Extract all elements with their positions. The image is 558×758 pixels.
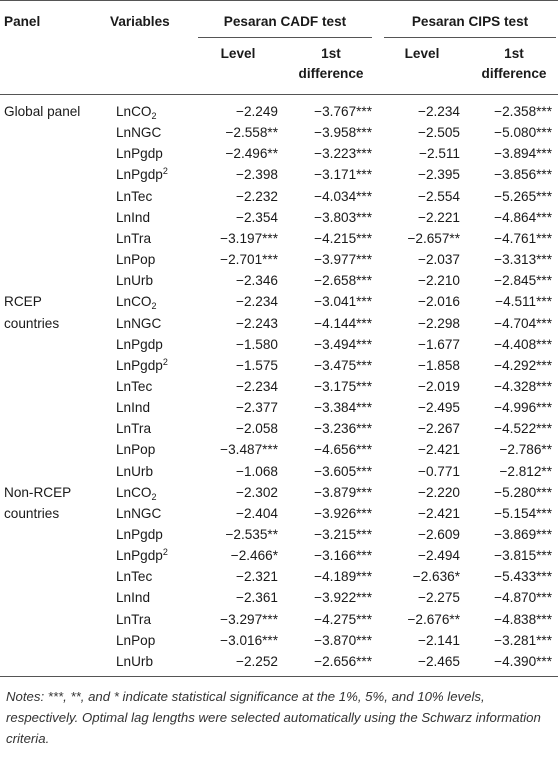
cell-cips-diff: −4.870*** [494, 590, 552, 606]
panel-label: countries [4, 505, 60, 521]
variable-name [116, 379, 152, 395]
cell-cips-diff: −4.292*** [494, 357, 552, 373]
variable-base: LnNGC [116, 125, 162, 141]
variable-base: LnInd [116, 400, 151, 416]
variable-name [116, 654, 153, 670]
variable-name [116, 294, 157, 310]
variable-name [116, 464, 153, 480]
cell-cadf-level: −2.398 [236, 167, 278, 183]
variable-base: LnUrb [116, 653, 154, 669]
cell-cadf-diff: −4.275*** [314, 611, 372, 627]
header-cips-diff-1: 1st [504, 46, 524, 61]
cell-cips-diff: −5.433*** [494, 569, 552, 585]
cell-cadf-level: −2.234 [236, 378, 278, 394]
variable-name [116, 189, 152, 205]
cell-cadf-level: −2.252 [236, 653, 278, 669]
header-cadf-diff-1: 1st [321, 46, 341, 61]
cell-cips-diff: −3.869*** [494, 527, 552, 542]
cell-cips-level: −2.636* [412, 569, 460, 585]
cell-cadf-level: −3.197*** [220, 230, 278, 246]
cell-cips-level: −2.421 [418, 505, 460, 521]
cell-cips-diff: −5.265*** [494, 188, 552, 204]
cell-cips-diff: −4.408*** [494, 336, 552, 352]
variable-base: LnPop [116, 252, 156, 268]
cell-cadf-diff: −3.166*** [314, 548, 372, 564]
cell-cips-diff: −3.313*** [494, 252, 552, 268]
variable-name [116, 442, 155, 458]
variable-base: LnInd [116, 590, 151, 606]
cell-cips-level: −2.037 [418, 252, 460, 268]
cell-cadf-level: −2.404 [236, 505, 278, 521]
cell-cips-level: −2.395 [418, 167, 460, 183]
variable-base: LnPgdp [116, 527, 163, 542]
cell-cips-level: −1.858 [418, 357, 460, 373]
cell-cadf-level: −1.068 [236, 463, 278, 479]
variable-name [116, 273, 153, 289]
cell-cips-diff: −4.838*** [494, 611, 552, 627]
cell-cadf-diff: −3.879*** [314, 484, 372, 500]
cell-cips-level: −2.511 [419, 146, 460, 162]
bottom-rule [0, 676, 558, 677]
variable-base: LnTec [116, 378, 153, 394]
variable-name [116, 337, 163, 353]
cell-cadf-diff: −4.656*** [314, 442, 372, 458]
cell-cadf-diff: −3.494*** [314, 336, 372, 352]
variable-base: LnTec [116, 188, 153, 204]
cell-cips-diff: −4.996*** [494, 400, 552, 416]
variable-name [116, 125, 161, 141]
cell-cadf-diff: −3.384*** [314, 400, 372, 416]
cadf-subrule [198, 37, 372, 38]
variable-base: LnPgdp [116, 357, 163, 373]
cell-cips-level: −1.677 [418, 336, 460, 352]
cell-cips-diff: −4.704*** [494, 315, 552, 331]
cell-cadf-level: −2.346 [236, 273, 278, 289]
cell-cips-level: −2.141 [418, 632, 460, 648]
header-bottom-rule [0, 94, 558, 95]
variable-name [116, 146, 163, 162]
variable-name [116, 612, 151, 628]
variable-name [116, 421, 151, 437]
cell-cadf-diff: −3.475*** [314, 357, 372, 373]
variable-name [116, 210, 150, 226]
cell-cips-level: −2.609 [418, 527, 460, 542]
cell-cips-level: −2.494 [418, 548, 460, 564]
cell-cips-diff: −2.845*** [494, 273, 552, 289]
cell-cips-diff: −3.856*** [494, 167, 552, 183]
cell-cips-diff: −5.280*** [494, 484, 552, 500]
variable-name [116, 316, 161, 332]
cell-cips-diff: −2.812** [499, 463, 552, 479]
variable-base: LnCO [116, 294, 152, 310]
cell-cips-level: −2.505 [418, 125, 460, 141]
variable-base: LnPgdp [116, 548, 163, 564]
cell-cips-level: −2.676** [407, 611, 460, 627]
cell-cadf-level: −2.496** [225, 146, 278, 162]
cell-cips-level: −2.267 [418, 421, 460, 437]
variable-name [116, 358, 168, 374]
cell-cadf-level: −2.058 [236, 421, 278, 437]
cell-cadf-level: −2.249 [236, 104, 278, 119]
cell-cadf-level: −2.377 [236, 400, 278, 416]
variable-subscript: 2 [151, 491, 157, 502]
cell-cadf-level: −2.361 [236, 590, 278, 606]
header-cips-level: Level [404, 46, 440, 61]
header-cips: Pesaran CIPS test [411, 14, 529, 29]
cell-cadf-level: −2.302 [236, 484, 278, 500]
table-notes: Notes: ***, **, and * indicate statistical significance at the 1%, 5%, and 10% levels, respectively. Optimal lag lengths were selected automatically using the Schwarz information criteria. [6, 689, 541, 746]
variable-name [116, 400, 150, 416]
cips-subrule [384, 37, 556, 38]
cell-cadf-diff: −3.922*** [314, 590, 372, 606]
variable-name [116, 633, 155, 649]
cell-cadf-level: −2.321 [236, 569, 278, 585]
variable-subscript: 2 [151, 301, 157, 312]
cell-cips-level: −2.221 [418, 209, 460, 225]
cell-cips-level: −2.465 [418, 653, 460, 669]
variable-base: LnCO [116, 484, 152, 500]
variable-name [116, 231, 151, 247]
cell-cips-diff: −4.511*** [495, 294, 552, 310]
top-rule [0, 0, 558, 1]
variable-superscript: 2 [162, 547, 168, 558]
cell-cips-diff: −2.358*** [494, 104, 552, 119]
header-cips-diff-2: difference [481, 66, 547, 81]
cell-cadf-diff: −3.803*** [314, 209, 372, 225]
variable-base: LnTra [116, 421, 152, 437]
cell-cips-diff: −4.328*** [494, 378, 552, 394]
cell-cadf-level: −2.535** [225, 527, 278, 542]
cell-cadf-diff: −3.605*** [314, 463, 372, 479]
variable-name [116, 252, 155, 268]
cell-cadf-diff: −3.223*** [314, 146, 372, 162]
cell-cadf-diff: −3.870*** [314, 632, 372, 648]
variable-name [116, 506, 161, 522]
variable-subscript: 2 [151, 111, 157, 121]
panel-label: Non-RCEP [4, 484, 72, 500]
cell-cips-diff: −5.080*** [494, 125, 552, 141]
variable-name [116, 548, 168, 564]
panel-label: countries [4, 315, 60, 331]
cell-cadf-diff: −2.656*** [314, 653, 372, 669]
variable-base: LnPgdp [116, 336, 163, 352]
cell-cadf-level: −3.016*** [220, 632, 278, 648]
cell-cadf-diff: −3.175*** [314, 378, 372, 394]
cell-cadf-level: −2.558** [225, 125, 278, 141]
cell-cadf-level: −2.466* [230, 548, 278, 564]
header-variables: Variables [110, 14, 170, 29]
variable-base: LnTec [116, 569, 153, 585]
cell-cips-level: −2.234 [418, 104, 460, 119]
cell-cadf-diff: −4.034*** [314, 188, 372, 204]
variable-name [116, 167, 168, 183]
cell-cadf-level: −2.701*** [220, 252, 278, 268]
cell-cips-level: −2.019 [418, 378, 460, 394]
cell-cadf-level: −3.487*** [220, 442, 278, 458]
cell-cips-level: −2.657** [407, 230, 460, 246]
cell-cadf-level: −1.575 [236, 357, 278, 373]
variable-name [116, 527, 163, 543]
cell-cips-diff: −2.786** [499, 442, 552, 458]
cell-cadf-diff: −4.144*** [314, 315, 372, 331]
variable-base: LnNGC [116, 505, 162, 521]
cell-cadf-level: −2.243 [236, 315, 278, 331]
cell-cips-level: −2.495 [418, 400, 460, 416]
cell-cips-diff: −4.864*** [494, 209, 552, 225]
variable-name [116, 590, 150, 606]
cell-cadf-level: −2.234 [236, 294, 278, 310]
header-panel: Panel [4, 14, 41, 29]
cell-cips-level: −2.210 [418, 273, 460, 289]
variable-base: LnCO [116, 104, 152, 119]
cell-cadf-diff: −3.926*** [314, 505, 372, 521]
cell-cips-diff: −3.894*** [494, 146, 552, 162]
variable-superscript: 2 [162, 166, 168, 177]
cell-cips-diff: −4.522*** [494, 421, 552, 437]
variable-base: LnPgdp [116, 167, 163, 183]
variable-name [116, 485, 157, 501]
cell-cadf-diff: −4.215*** [314, 230, 372, 246]
variable-base: LnUrb [116, 273, 154, 289]
cell-cadf-diff: −2.658*** [314, 273, 372, 289]
cell-cips-diff: −5.154*** [494, 505, 552, 521]
cell-cips-diff: −3.815*** [494, 548, 552, 564]
cell-cadf-diff: −3.041*** [314, 294, 372, 310]
variable-base: LnInd [116, 209, 151, 225]
panel-label: RCEP [4, 294, 42, 310]
cell-cips-diff: −4.390*** [494, 653, 552, 669]
header-cadf: Pesaran CADF test [223, 14, 347, 29]
cell-cips-level: −0.771 [418, 463, 460, 479]
variable-superscript: 2 [162, 356, 168, 367]
variable-base: LnTra [116, 230, 152, 246]
cell-cadf-diff: −3.236*** [314, 421, 372, 437]
cell-cips-level: −2.298 [418, 315, 460, 331]
variable-base: LnNGC [116, 315, 162, 331]
cell-cips-level: −2.220 [418, 484, 460, 500]
cell-cips-level: −2.275 [418, 590, 460, 606]
cell-cadf-diff: −3.977*** [314, 252, 372, 268]
cell-cips-level: −2.554 [418, 188, 460, 204]
cell-cips-level: −2.421 [418, 442, 460, 458]
variable-name [116, 569, 152, 585]
cell-cadf-level: −2.232 [236, 188, 278, 204]
cell-cadf-level: −2.354 [236, 209, 278, 225]
variable-base: LnUrb [116, 463, 154, 479]
cell-cadf-diff: −3.171*** [314, 167, 372, 183]
cell-cadf-diff: −3.767*** [314, 104, 372, 119]
variable-base: LnPop [116, 442, 156, 458]
cell-cadf-diff: −3.215*** [314, 527, 372, 542]
panel-label: Global panel [4, 104, 81, 119]
cell-cadf-level: −1.580 [236, 336, 278, 352]
header-cadf-diff-2: difference [298, 66, 364, 81]
variable-base: LnPgdp [116, 146, 163, 162]
cell-cips-diff: −3.281*** [494, 632, 552, 648]
cell-cadf-diff: −4.189*** [314, 569, 372, 585]
cell-cadf-diff: −3.958*** [314, 125, 372, 141]
cell-cips-diff: −4.761*** [494, 230, 552, 246]
header-cadf-level: Level [220, 46, 256, 61]
cell-cips-level: −2.016 [418, 294, 460, 310]
variable-base: LnTra [116, 611, 152, 627]
cell-cadf-level: −3.297*** [220, 611, 278, 627]
variable-base: LnPop [116, 632, 156, 648]
variable-name [116, 104, 157, 120]
